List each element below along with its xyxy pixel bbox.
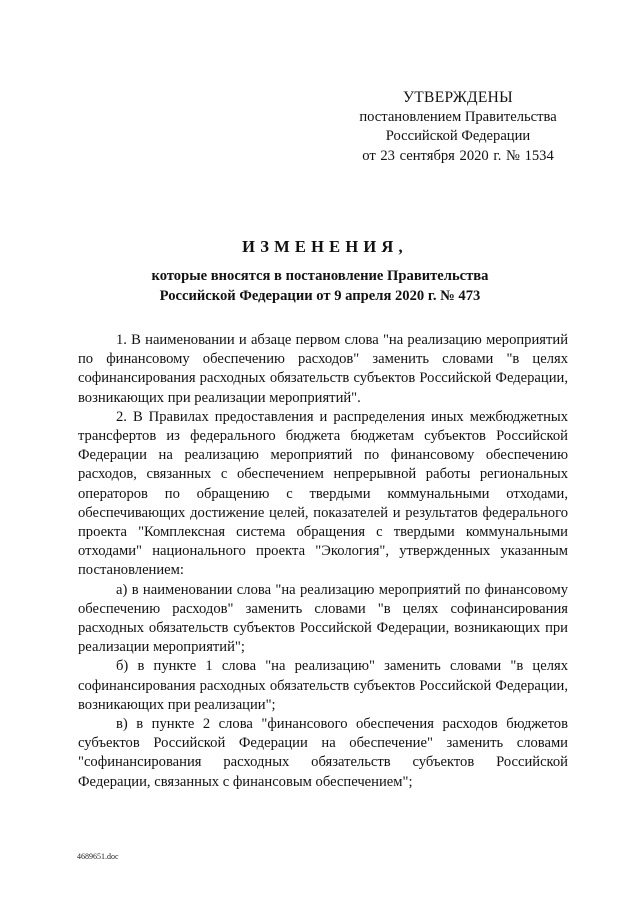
approval-line-3: от 23 сентября 2020 г. № 1534 bbox=[362, 147, 554, 164]
approval-block bbox=[336, 88, 580, 166]
paragraph-2c: в) в пункте 2 слова "финансового обеспечения расходов бюджетов субъектов Российской Федерации на обеспечение" заменить словами "софинансирования расходных обязательств субъектов Российской Федерации, связанных с финансовым обеспечением"; bbox=[78, 716, 568, 790]
approval-line-1: постановлением Правительства bbox=[359, 108, 557, 125]
paragraph-2b: б) в пункте 1 слова "на реализацию" заменить словами "в целях софинансирования расходных обязательств субъектов Российской Федерации, возникающих при реализации"; bbox=[78, 658, 568, 713]
document-subtitle-line-2: Российской Федерации от 9 апреля 2020 г. № 473 bbox=[159, 287, 481, 304]
document-subtitle-line-1: которые вносятся в постановление Правительства bbox=[151, 268, 489, 284]
document-heading bbox=[60, 236, 580, 306]
paragraph-2a: а) в наименовании слова "на реализацию мероприятий по финансовому обеспечению расходов" заменить словами "в целях софинансирования расходных обязательств субъектов Российской Федерации, возникающих при реализации мероприятий"; bbox=[78, 581, 568, 656]
approval-title: УТВЕРЖДЕНЫ bbox=[403, 89, 513, 106]
document-title: ИЗМЕНЕНИЯ, bbox=[242, 237, 408, 256]
paragraph-1: 1. В наименовании и абзаце первом слова "на реализацию мероприятий по финансовому обеспечению расходов" заменить словами "в целях софинансирования расходных обязательств субъектов Российской Федерации, возникающих при реализации мероприятий". bbox=[78, 332, 568, 406]
approval-line-2: Российской Федерации bbox=[385, 128, 531, 144]
document-file-code: 4689651.doc bbox=[77, 852, 119, 861]
document-body bbox=[78, 331, 568, 792]
paragraph-2: 2. В Правилах предоставления и распределения иных межбюджетных трансфертов из федерального бюджета бюджетам субъектов Российской Федерации на реализацию мероприятий по финансовому обеспечению расходов, связанных с обеспечением непрерывной работы региональных операторов по обращению с твердыми коммунальными отходами, обеспечивающих достижение целей, показателей и результатов федерального проекта "Комплексная система обращения с твердыми коммунальными отходами" национального проекта "Экология", утвержденных указанным постановлением: bbox=[78, 408, 568, 579]
